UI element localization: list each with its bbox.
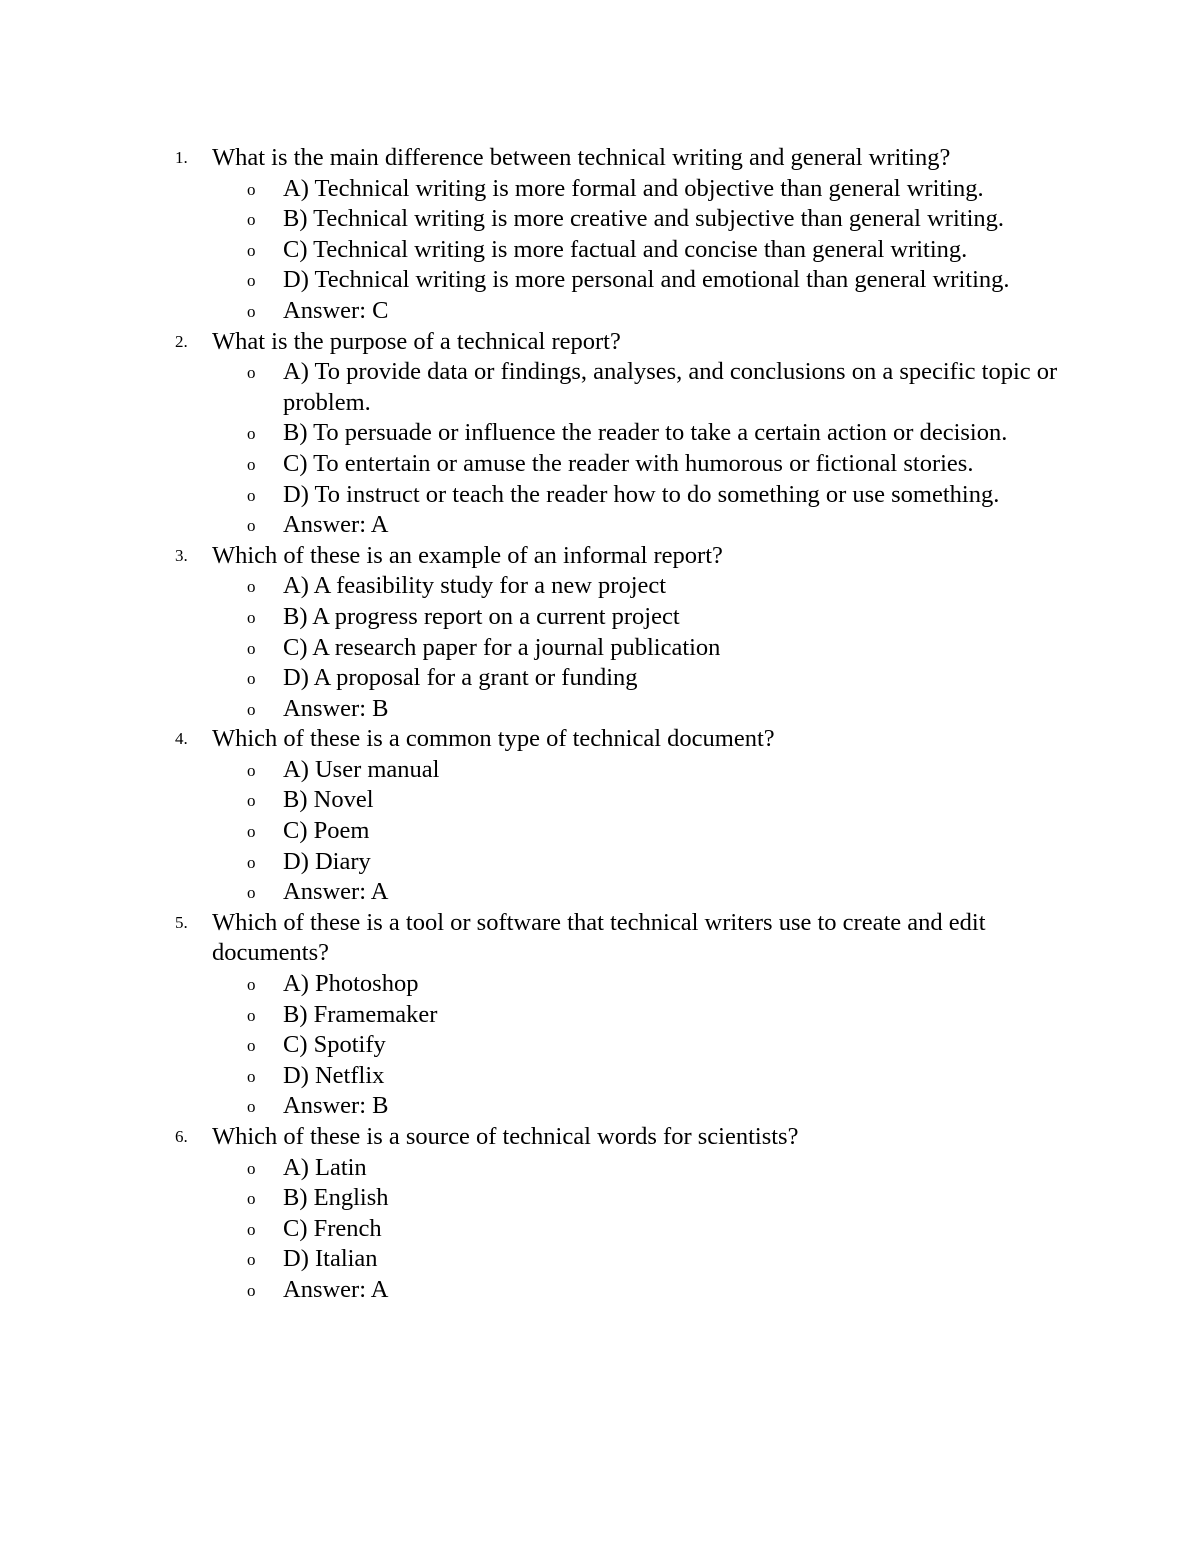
option-text: D) To instruct or teach the reader how to do something or use something. xyxy=(283,480,1000,508)
circle-bullet-icon: o xyxy=(247,363,256,383)
circle-bullet-icon: o xyxy=(247,1219,256,1239)
circle-bullet-icon: o xyxy=(247,424,256,444)
option-text: C) French xyxy=(283,1214,382,1242)
circle-bullet-icon: o xyxy=(247,822,256,842)
option-item xyxy=(0,1153,1200,1184)
answer-text: Answer: A xyxy=(283,878,389,906)
answer-item xyxy=(0,694,1200,725)
answer-item xyxy=(0,877,1200,908)
question-number: 3. xyxy=(175,545,188,565)
option-item xyxy=(0,847,1200,878)
option-text: C) A research paper for a journal publication xyxy=(283,633,721,661)
option-item xyxy=(0,418,1200,449)
circle-bullet-icon: o xyxy=(247,669,256,689)
option-text: D) Italian xyxy=(283,1245,378,1273)
answer-item xyxy=(0,510,1200,541)
circle-bullet-icon: o xyxy=(247,1036,256,1056)
option-item xyxy=(0,969,1200,1000)
option-text: D) Netflix xyxy=(283,1061,385,1089)
question-row xyxy=(0,908,1200,969)
answer-item xyxy=(0,296,1200,327)
circle-bullet-icon: o xyxy=(247,179,256,199)
question-row xyxy=(0,541,1200,572)
question-2 xyxy=(0,327,1200,541)
option-text: B) Framemaker xyxy=(283,1000,438,1028)
option-text: D) Technical writing is more personal and emotional than general writing. xyxy=(283,266,1010,294)
question-text: What is the main difference between technical writing and general writing? xyxy=(212,144,951,171)
option-text: D) Diary xyxy=(283,847,371,875)
question-text: Which of these is a tool or software that technical writers use to create and edit documents? xyxy=(212,908,986,967)
circle-bullet-icon: o xyxy=(247,883,256,903)
option-text: C) Technical writing is more factual and concise than general writing. xyxy=(283,235,968,263)
question-text: Which of these is a source of technical words for scientists? xyxy=(212,1123,799,1150)
circle-bullet-icon: o xyxy=(247,852,256,872)
answer-item xyxy=(0,1091,1200,1122)
option-text: B) To persuade or influence the reader to take a certain action or decision. xyxy=(283,419,1008,447)
answer-text: Answer: A xyxy=(283,511,389,539)
question-number: 4. xyxy=(175,729,188,749)
option-item xyxy=(0,1214,1200,1245)
option-item xyxy=(0,480,1200,511)
option-text: A) To provide data or findings, analyses, and conclusions on a specific topic or problem. xyxy=(283,358,1058,416)
option-item xyxy=(0,449,1200,480)
circle-bullet-icon: o xyxy=(247,240,256,260)
question-text: Which of these is a common type of technical document? xyxy=(212,725,775,753)
option-item xyxy=(0,204,1200,235)
option-text: C) Poem xyxy=(283,817,370,845)
option-text: C) Spotify xyxy=(283,1031,386,1059)
option-text: B) Technical writing is more creative and subjective than general writing. xyxy=(283,205,1005,233)
circle-bullet-icon: o xyxy=(247,760,256,780)
option-item xyxy=(0,1030,1200,1061)
circle-bullet-icon: o xyxy=(247,1158,256,1178)
option-item xyxy=(0,1244,1200,1275)
option-text: A) Photoshop xyxy=(283,970,419,998)
option-text: D) A proposal for a grant or funding xyxy=(283,664,638,692)
question-row xyxy=(0,327,1200,358)
circle-bullet-icon: o xyxy=(247,699,256,719)
question-number: 6. xyxy=(175,1127,188,1146)
option-list xyxy=(0,174,1200,327)
option-list xyxy=(0,755,1200,908)
question-row xyxy=(0,724,1200,755)
circle-bullet-icon: o xyxy=(247,1005,256,1025)
circle-bullet-icon: o xyxy=(247,516,256,536)
option-item xyxy=(0,755,1200,786)
option-list xyxy=(0,357,1200,541)
question-row xyxy=(0,1122,1200,1153)
circle-bullet-icon: o xyxy=(247,975,256,995)
answer-text: Answer: C xyxy=(283,296,389,324)
option-text: C) To entertain or amuse the reader with humorous or fictional stories. xyxy=(283,449,974,477)
option-list xyxy=(0,571,1200,724)
question-6 xyxy=(0,1122,1200,1306)
circle-bullet-icon: o xyxy=(247,210,256,230)
answer-item xyxy=(0,1275,1200,1306)
question-3 xyxy=(0,541,1200,725)
circle-bullet-icon: o xyxy=(247,791,256,811)
circle-bullet-icon: o xyxy=(247,485,256,505)
question-number: 5. xyxy=(175,912,188,932)
question-5 xyxy=(0,908,1200,1122)
option-text: B) Novel xyxy=(283,786,374,814)
option-text: B) English xyxy=(283,1184,389,1212)
question-number: 2. xyxy=(175,331,188,351)
option-item xyxy=(0,1000,1200,1031)
option-item xyxy=(0,571,1200,602)
option-item xyxy=(0,663,1200,694)
answer-text: Answer: A xyxy=(283,1275,389,1303)
circle-bullet-icon: o xyxy=(247,301,256,321)
option-list xyxy=(0,1153,1200,1306)
option-item xyxy=(0,816,1200,847)
question-text: What is the purpose of a technical report? xyxy=(212,327,621,355)
option-text: A) Technical writing is more formal and objective than general writing. xyxy=(283,174,984,202)
option-item xyxy=(0,235,1200,266)
circle-bullet-icon: o xyxy=(247,1189,256,1209)
circle-bullet-icon: o xyxy=(247,1250,256,1270)
option-item xyxy=(0,357,1200,418)
circle-bullet-icon: o xyxy=(247,1097,256,1117)
question-number: 1. xyxy=(175,148,188,167)
option-item xyxy=(0,602,1200,633)
question-text: Which of these is an example of an informal report? xyxy=(212,541,723,569)
option-item xyxy=(0,633,1200,664)
circle-bullet-icon: o xyxy=(247,1280,256,1300)
question-row xyxy=(0,143,1200,174)
circle-bullet-icon: o xyxy=(247,271,256,291)
circle-bullet-icon: o xyxy=(247,454,256,474)
option-text: B) A progress report on a current project xyxy=(283,602,680,630)
option-item xyxy=(0,1061,1200,1092)
option-text: A) A feasibility study for a new project xyxy=(283,572,667,600)
circle-bullet-icon: o xyxy=(247,1066,256,1086)
option-item xyxy=(0,785,1200,816)
option-item xyxy=(0,1183,1200,1214)
circle-bullet-icon: o xyxy=(247,607,256,627)
circle-bullet-icon: o xyxy=(247,638,256,658)
answer-text: Answer: B xyxy=(283,694,389,722)
circle-bullet-icon: o xyxy=(247,577,256,597)
option-text: A) Latin xyxy=(283,1153,367,1181)
option-item xyxy=(0,174,1200,205)
question-4 xyxy=(0,724,1200,908)
option-list xyxy=(0,969,1200,1122)
question-list xyxy=(0,143,1200,1306)
option-item xyxy=(0,265,1200,296)
question-1 xyxy=(0,143,1200,327)
answer-text: Answer: B xyxy=(283,1092,389,1120)
option-text: A) User manual xyxy=(283,755,440,783)
